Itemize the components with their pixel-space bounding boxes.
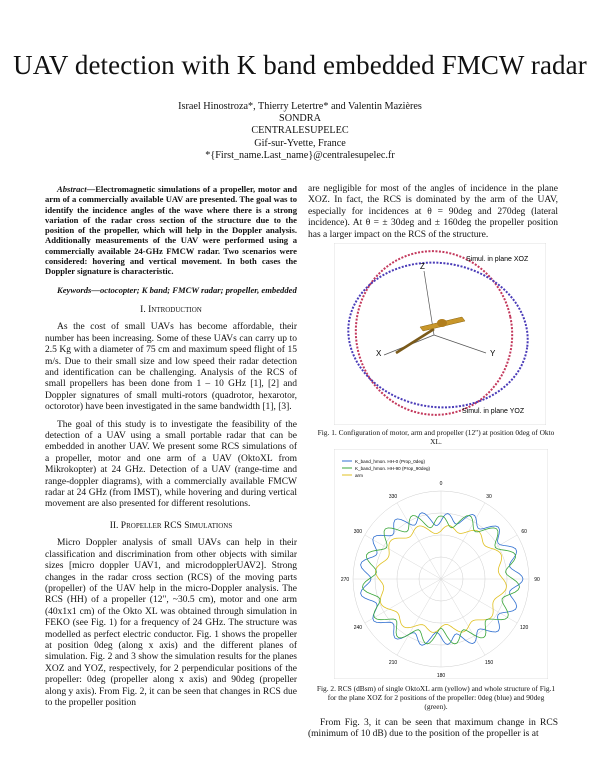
keywords-label: Keywords— <box>57 284 100 295</box>
intro-paragraph-2: The goal of this study is to investigate the feasibility of the detection of a UAV using a small portable radar that can be embedded in another UAV. We present some RCS simulations of a propeller, motor and one arm of a UAV (OktoXL from Mikrokopter) at 24 GHz. Detection of a UAV (range-time and range-doppler diagrams), with a commercially available FMCW radar at 24 GHz (from IMST), while hovering and during vertical movement are also presented for different resolutions. <box>45 419 297 510</box>
author-block <box>0 101 600 162</box>
angle-tick-label: 210 <box>388 660 398 667</box>
legend-arm: arm <box>355 473 363 478</box>
angle-tick-label: 150 <box>484 660 494 667</box>
abstract-label: Abstract— <box>57 184 96 194</box>
legend-prop0: K_band_hmon. HH-0 (Prop_0deg) <box>355 459 425 464</box>
left-column <box>45 184 297 715</box>
intro-paragraph-1: As the cost of small UAVs has become affordable, their number has been increasing. Some of these UAVs can carry up to 2.5 Kg with a diameter of 75 cm and maximum speed flight of 15 m/s. Due to their small size and low speed their radar detection and identification can be challenging. Analysis of the RCS of small propellers has been done from 1 – 10 GHz [1], [2] and Doppler signatures of small multi-rotors (quadrotor, hexarotor, octorotor) have been investigated in the same bandwidth [1], [3]. <box>45 322 297 413</box>
angle-tick-label: 270 <box>340 577 350 583</box>
z-axis-label: Z <box>420 262 425 271</box>
section-heading-propeller-rcs: II. Propeller RCS Simulations <box>109 520 233 531</box>
figure-1-caption: Fig. 1. Configuration of motor, arm and propeller (12") at position 0deg of Okto XL. <box>317 428 555 446</box>
author-email: *{First_name.Last_name}@centralesupelec.fr <box>205 149 395 161</box>
author-city: Gif-sur-Yvette, France <box>254 137 346 149</box>
angle-tick-label: 300 <box>353 529 363 535</box>
section-heading-introduction: I. Introduction <box>140 304 202 315</box>
right-column-bottom <box>308 718 558 747</box>
keywords-text: octocopter; K band; FMCW radar; propeller, embedded <box>99 284 297 295</box>
abstract <box>45 184 297 277</box>
angle-tick-label: 240 <box>353 625 363 631</box>
angle-tick-label: 330 <box>388 493 398 500</box>
angle-tick-label: 120 <box>519 625 529 631</box>
plane-xoz-label: Simul. in plane XOZ <box>466 256 529 263</box>
right-paragraph-1: are negligible for most of the angles of incidence in the plane XOZ. In fact, the RCS is dominated by the arm of the UAV, especially for incidences at θ = 90deg and 270deg (lateral incidence). At θ = ± 30deg and ± 160deg the propeller position has a larger impact on the RCS of the structure. <box>308 184 558 240</box>
author-lab: SONDRA <box>279 113 321 125</box>
legend-prop90: K_band_hmon. HH-90 (Prop_90deg) <box>355 466 431 471</box>
x-axis-label: X <box>376 349 382 358</box>
figure-1-frame <box>334 243 546 425</box>
author-institution: CENTRALESUPELEC <box>251 125 349 137</box>
abstract-text: Electromagnetic simulations of a propeller, motor and arm of a commercially available UAV are presented. The goal was to identify the incidence angles of the wave where there is a strong variation of the radar cross section of the structure due to the position of the propeller, which will help in the Doppler analysis. Additionally measurements of the UAV were performed using a commercially available 24-GHz FMCW radar. Two scenarios were considered: hovering and vertical movement. In both cases the Doppler signature is characteristic. <box>45 184 297 277</box>
angle-tick-label: 180 <box>436 673 446 679</box>
right-paragraph-2: From Fig. 3, it can be seen that maximum change in RCS (minimum of 10 dB) due to the position of the propeller is at <box>308 718 558 740</box>
right-column <box>308 184 558 247</box>
figure-2-caption: Fig. 2. RCS (dBsm) of single OktoXL arm (yellow) and whole structure of Fig.1 for the plane XOZ for 2 positions of the propeller: 0deg (blue) and 90deg (green). <box>316 684 556 711</box>
figure-2-polar-plot <box>334 449 548 679</box>
plane-yoz-label: Simul. in plane YOZ <box>462 408 525 415</box>
propeller-paragraph-1: Micro Doppler analysis of small UAVs can help in their classification and discrimination from other objects with similar sizes [micro doppler UAV1, and microdopplerUAV2]. Strong changes in the radar cross section (RCS) of the moving parts (propeller) of the UAV help in the micro-Doppler analysis. The RCS (HH) of a propeller (12", ~30.5 cm), motor and one arm (40x1x1 cm) of the Okto XL was obtained through simulation in FEKO (see Fig. 1) for a frequency of 24 GHz. The structure was modelled as perfect electric conductor. Fig. 1 shows the propeller at position 0deg (along x axis) and the different planes of simulation. Fig. 2 and 3 show the simulation results for the planes XOZ and YOZ, respectively, for 2 perpendicular positions of the propeller: 0deg (propeller along x axis) and 90deg (propeller along y axis). From Fig. 2, it can be seen that changes in RCS due to the propeller position <box>45 538 297 708</box>
y-axis-label: Y <box>490 349 496 358</box>
motor-hub <box>437 319 447 327</box>
author-names: Israel Hinostroza*, Thierry Letertre* and Valentin Mazières <box>178 101 422 112</box>
angle-tick-label: 0 <box>439 481 443 487</box>
angle-tick-label: 90 <box>534 577 540 583</box>
keywords <box>45 285 297 295</box>
figure-1-configuration <box>334 243 546 425</box>
angle-tick-label: 30 <box>486 493 492 500</box>
paper-title: UAV detection with K band embedded FMCW radar <box>13 50 587 80</box>
angle-tick-label: 60 <box>521 529 527 535</box>
